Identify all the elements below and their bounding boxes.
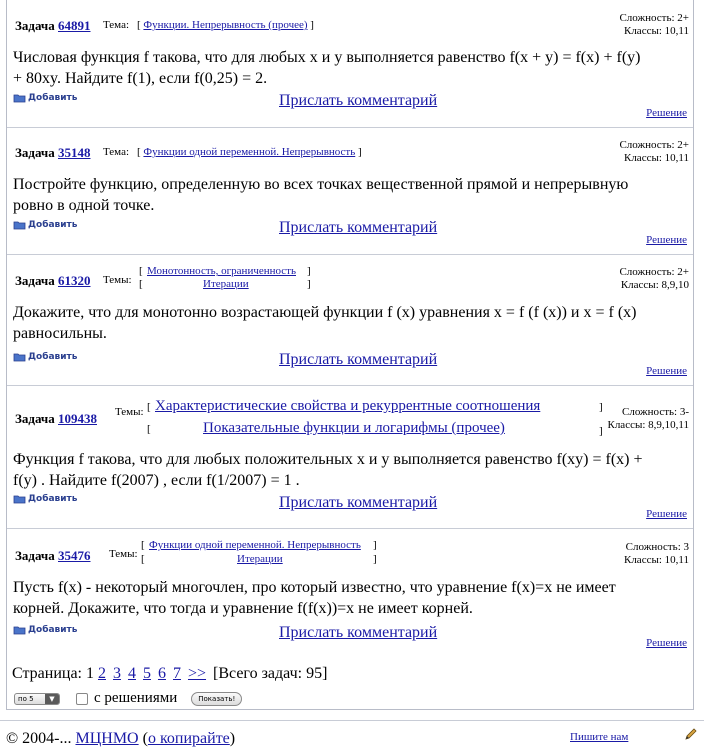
problem-card [7,0,693,126]
problem-id-link[interactable]: 35148 [58,145,91,160]
topic-link[interactable]: Функции одной переменной. Непрерывность [143,146,356,158]
pencil-icon[interactable] [684,727,698,741]
page-link[interactable]: 2 [97,665,106,682]
problem-header [15,537,689,577]
topic-label: Темы: [109,548,138,560]
folder-icon [13,220,27,230]
pagination [12,665,327,683]
classes-value: 10,11 [664,554,689,566]
list-controls [14,690,242,707]
problem-text: Функция f такова, что для любых положительных x и y выполняется равенство f(xy) = f(x) + f(y) . Найдите f(2007) , если f(1/2007) = 1 . [13,451,643,489]
per-page-select[interactable]: по 5 ▼ [14,693,60,705]
solution-link[interactable]: Решение [646,365,687,377]
problem-card [7,254,693,384]
add-button[interactable]: Добавить [13,625,77,635]
problem-header [15,396,689,436]
page-link[interactable]: 4 [127,665,136,682]
problem-header [15,263,689,303]
problem-id-link[interactable]: 35476 [58,548,91,563]
classes-value: 8,9,10 [661,279,689,291]
folder-icon [13,352,27,362]
copyright-link[interactable]: о копирайте [147,730,230,747]
solution-link[interactable]: Решение [646,234,687,246]
classes-value: 8,9,10,11 [648,419,689,431]
topic-list: [ Функции. Непрерывность (прочее) ] [137,19,314,31]
page-link[interactable]: 6 [157,665,166,682]
add-button[interactable]: Добавить [13,220,77,230]
add-button[interactable]: Добавить [13,494,77,504]
problem-text: Числовая функция f такова, что для любых x и y выполняется равенство f(x + y) = f(x) + f(y) + 80xy. Найдите f(1), если f(0,25) = 2. [13,49,641,87]
comment-link[interactable]: Прислать комментарий [279,219,438,236]
topic-link[interactable]: Функции. Непрерывность (прочее) [143,19,308,31]
footer: © 2004-... МЦНМО (о копирайте) [6,730,236,747]
comment-link[interactable]: Прислать комментарий [279,351,438,368]
problem-meta: Сложность: 2+ Классы: 8,9,10 [619,266,689,291]
problem-header [15,10,689,50]
problem-id-link[interactable]: 61320 [58,273,91,288]
problem-meta: Сложность: 2+ Классы: 10,11 [619,139,689,164]
complexity-value: 3- [679,406,689,418]
topic-list: [ Монотонность, ограниченность ] [ Итерации ] [139,265,311,290]
problem-meta: Сложность: 2+ Классы: 10,11 [619,12,689,37]
complexity-value: 2+ [677,12,689,24]
comment-link[interactable]: Прислать комментарий [279,494,438,511]
add-button[interactable]: Добавить [13,352,77,362]
pager-label: Страница: 1 [12,665,94,682]
complexity-value: 3 [683,541,689,553]
page-link[interactable]: 3 [112,665,121,682]
chevron-down-icon: ▼ [45,694,59,704]
topic-label: Тема: [103,146,130,158]
show-button[interactable]: Показать! [191,692,242,706]
page-link[interactable]: 5 [142,665,151,682]
problem-id-link[interactable]: 64891 [58,18,91,33]
topic-link[interactable]: Характеристические свойства и рекуррентные соотношения [155,398,541,414]
solution-link[interactable]: Решение [646,637,687,649]
problem-label: Задача 61320 [15,273,91,288]
classes-value: 10,11 [664,25,689,37]
next-page-link[interactable]: >> [187,665,207,682]
problem-card [7,385,693,527]
problem-text: Докажите, что для монотонно возрастающей функции f (x) уравнения x = f (f (x)) и x = f (x) равносильны. [13,304,637,342]
topic-list: [ Функции одной переменной. Непрерывность ] [ Итерации ] [141,539,377,565]
add-button[interactable]: Добавить [13,93,77,103]
topic-link[interactable]: Монотонность, ограниченность [147,265,296,277]
topic-list: [ Характеристические свойства и рекуррентные соотношения ] [ Показательные функции и логарифмы (прочее) ] [147,398,603,437]
total-count: [Всего задач: 95] [213,665,328,682]
problem-id-link[interactable]: 109438 [58,411,97,426]
classes-value: 10,11 [664,152,689,164]
comment-link[interactable]: Прислать комментарий [279,92,438,109]
topic-link[interactable]: Итерации [203,278,249,290]
folder-icon [13,625,27,635]
org-link[interactable]: МЦНМО [75,730,139,747]
with-solutions-checkbox[interactable] [76,693,88,705]
complexity-value: 2+ [677,266,689,278]
topic-link[interactable]: Итерации [237,553,283,565]
solution-link[interactable]: Решение [646,107,687,119]
page-link[interactable]: 7 [172,665,181,682]
complexity-value: 2+ [677,139,689,151]
topic-label: Темы: [103,274,132,286]
topic-link[interactable]: Показательные функции и логарифмы (прочее) [203,420,505,436]
topic-label: Темы: [115,406,144,418]
topic-link[interactable]: Функции одной переменной. Непрерывность [149,539,361,551]
problem-label: Задача 35476 [15,548,91,563]
write-us-link[interactable]: Пишите нам [570,731,629,743]
problem-card [7,127,693,253]
problem-text: Пусть f(x) - некоторый многочлен, про который известно, что уравнение f(x)=x не имеет корней. Докажите, что тогда и уравнение f(f(x))=x не имеет корней. [13,579,616,617]
topic-list: [ Функции одной переменной. Непрерывность ] [137,146,362,158]
copyright-text: © 2004-... [6,730,72,747]
problem-text: Постройте функцию, определенную во всех точках вещественной прямой и непрерывную ровно в одной точке. [13,176,629,214]
solution-link[interactable]: Решение [646,508,687,520]
problem-meta: Сложность: 3- Классы: 8,9,10,11 [607,406,689,431]
with-solutions-label: с решениями [94,690,178,706]
problem-label: Задача 35148 [15,145,91,160]
problem-meta: Сложность: 3 Классы: 10,11 [623,541,689,566]
comment-link[interactable]: Прислать комментарий [279,624,438,641]
topic-label: Тема: [103,19,130,31]
folder-icon [13,93,27,103]
problem-label: Задача 64891 [15,18,91,33]
problem-header [15,138,689,178]
footer-divider [0,720,704,721]
problem-label: Задача 109438 [15,411,97,426]
problem-card [7,528,693,658]
folder-icon [13,494,27,504]
